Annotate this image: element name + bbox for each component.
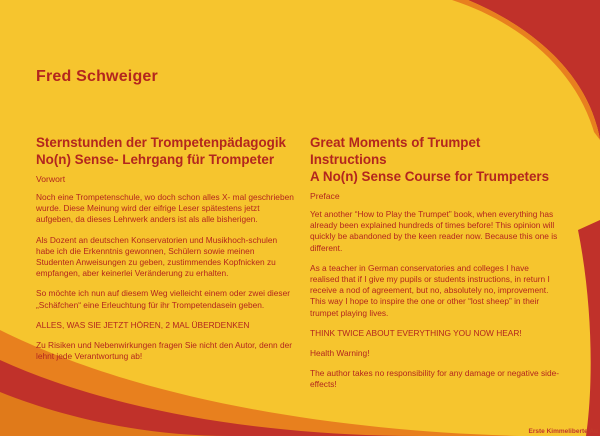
english-section-label: Preface xyxy=(310,191,340,201)
german-title xyxy=(36,134,294,168)
author-name: Fred Schweiger xyxy=(36,68,158,85)
german-title-line2: No(n) Sense- Lehrgang für Trompeter xyxy=(36,152,275,167)
right-red-band xyxy=(468,0,600,140)
german-column xyxy=(36,134,294,371)
english-paragraph: The author takes no responsibility for any damage or negative side- effects! xyxy=(310,368,560,390)
german-paragraph: So möchte ich nun auf diesem Weg vielleicht einem oder zwei dieser „Schäfchen“ eine Erleuchtung für ihr Trompetendasein geben. xyxy=(36,288,290,310)
english-title xyxy=(310,134,560,185)
english-paragraph: Health Warning! xyxy=(310,348,370,359)
english-column xyxy=(310,134,560,400)
english-paragraph: As a teacher in German conservatories and colleges I have realised that if I give my pupils or students instructions, in return I receive a nod of agreement, but no, absolutely no, improvement. This way I hope to inspire the one or other “lost sheep” in their trumpet playing lives. xyxy=(310,262,550,318)
german-paragraph: Noch eine Trompetenschule, wo doch schon alles X- mal geschrieben wurde. Diese Meinung wird der eifrige Leser spätestens jetzt aufgeben, da dieses Lehrwerk anders ist als alle bisherigen. xyxy=(36,192,294,225)
german-paragraph: ALLES, WAS SIE JETZT HÖREN, 2 MAL ÜBERDENKEN xyxy=(36,319,250,330)
german-section-label: Vorwort xyxy=(36,174,66,184)
english-title-line1: Great Moments of Trumpet Instructions xyxy=(310,135,481,167)
german-paragraph: Zu Risiken und Nebenwirkungen fragen Sie nicht den Autor, denn der lehnt jede Verantwortung ab! xyxy=(36,340,293,362)
footer-text: Erste Kimmeliberte Au xyxy=(528,428,598,435)
german-title-line1: Sternstunden der Trompetenpädagogik xyxy=(36,135,286,150)
english-paragraph: THINK TWICE ABOUT EVERYTHING YOU NOW HEAR! xyxy=(310,327,522,338)
german-paragraph: Als Dozent an deutschen Konservatorien und Musikhoch-schulen habe ich die Erkenntnis gewonnen, Schülern sowie meinen Studenten Anweisungen zu geben, zustimmendes Kopfnicken zu empfangen, aber keinerlei Veränderung zu erhalten. xyxy=(36,234,278,279)
english-title-line2: A No(n) Sense Course for Trumpeters xyxy=(310,169,550,184)
english-paragraph: Yet another “How to Play the Trumpet” book, when everything has already been explained hundreds of times before! This opinion will quickly be abandoned by the keen reader now. Because this one is different. xyxy=(310,209,558,253)
right-red-edge xyxy=(578,220,600,436)
